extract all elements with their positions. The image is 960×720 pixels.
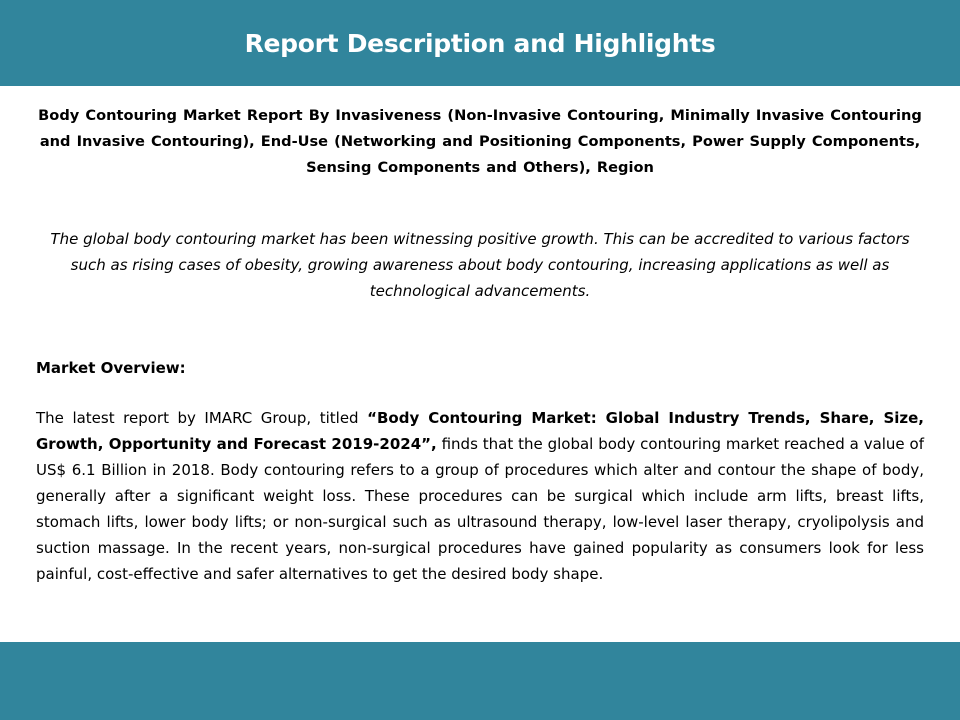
footer-band [0,642,960,720]
market-overview-label: Market Overview: [36,359,186,377]
overview-report-title: “Body Contouring Market: Global Industry Trends, Share, Size, Growth, Opportunity and Forecast 2019-2024”, [36,409,924,453]
market-overview-paragraph [36,405,924,587]
overview-body-text: finds that the global body contouring market reached a value of US$ 6.1 Billion in 2018. Body contouring refers to a group of procedures which alter and contour the shape of body, generally after a significant weight loss. These procedures can be surgical which include arm lifts, breast lifts, stomach lifts, lower body lifts; or non-surgical such as ultrasound therapy, low-level laser therapy, cryolipolysis and suction massage. In the recent years, non-surgical procedures have gained popularity as consumers look for less painful, cost-effective and safer alternatives to get the desired body shape. [36,435,924,583]
report-summary: The global body contouring market has been witnessing positive growth. This can be accredited to various factors such as rising cases of obesity, growing awareness about body contouring, increasing applications as well as technological advancements. [50,230,910,300]
page-title: Report Description and Highlights [244,28,716,58]
report-heading: Body Contouring Market Report By Invasiveness (Non-Invasive Contouring, Minimally Invasive Contouring and Invasive Contouring), End-Use (Networking and Positioning Components, Power Supply Components, Sensing Components and Others), Region [38,107,922,176]
overview-intro: The latest report by IMARC Group, titled [36,409,368,427]
header-band [0,0,960,86]
